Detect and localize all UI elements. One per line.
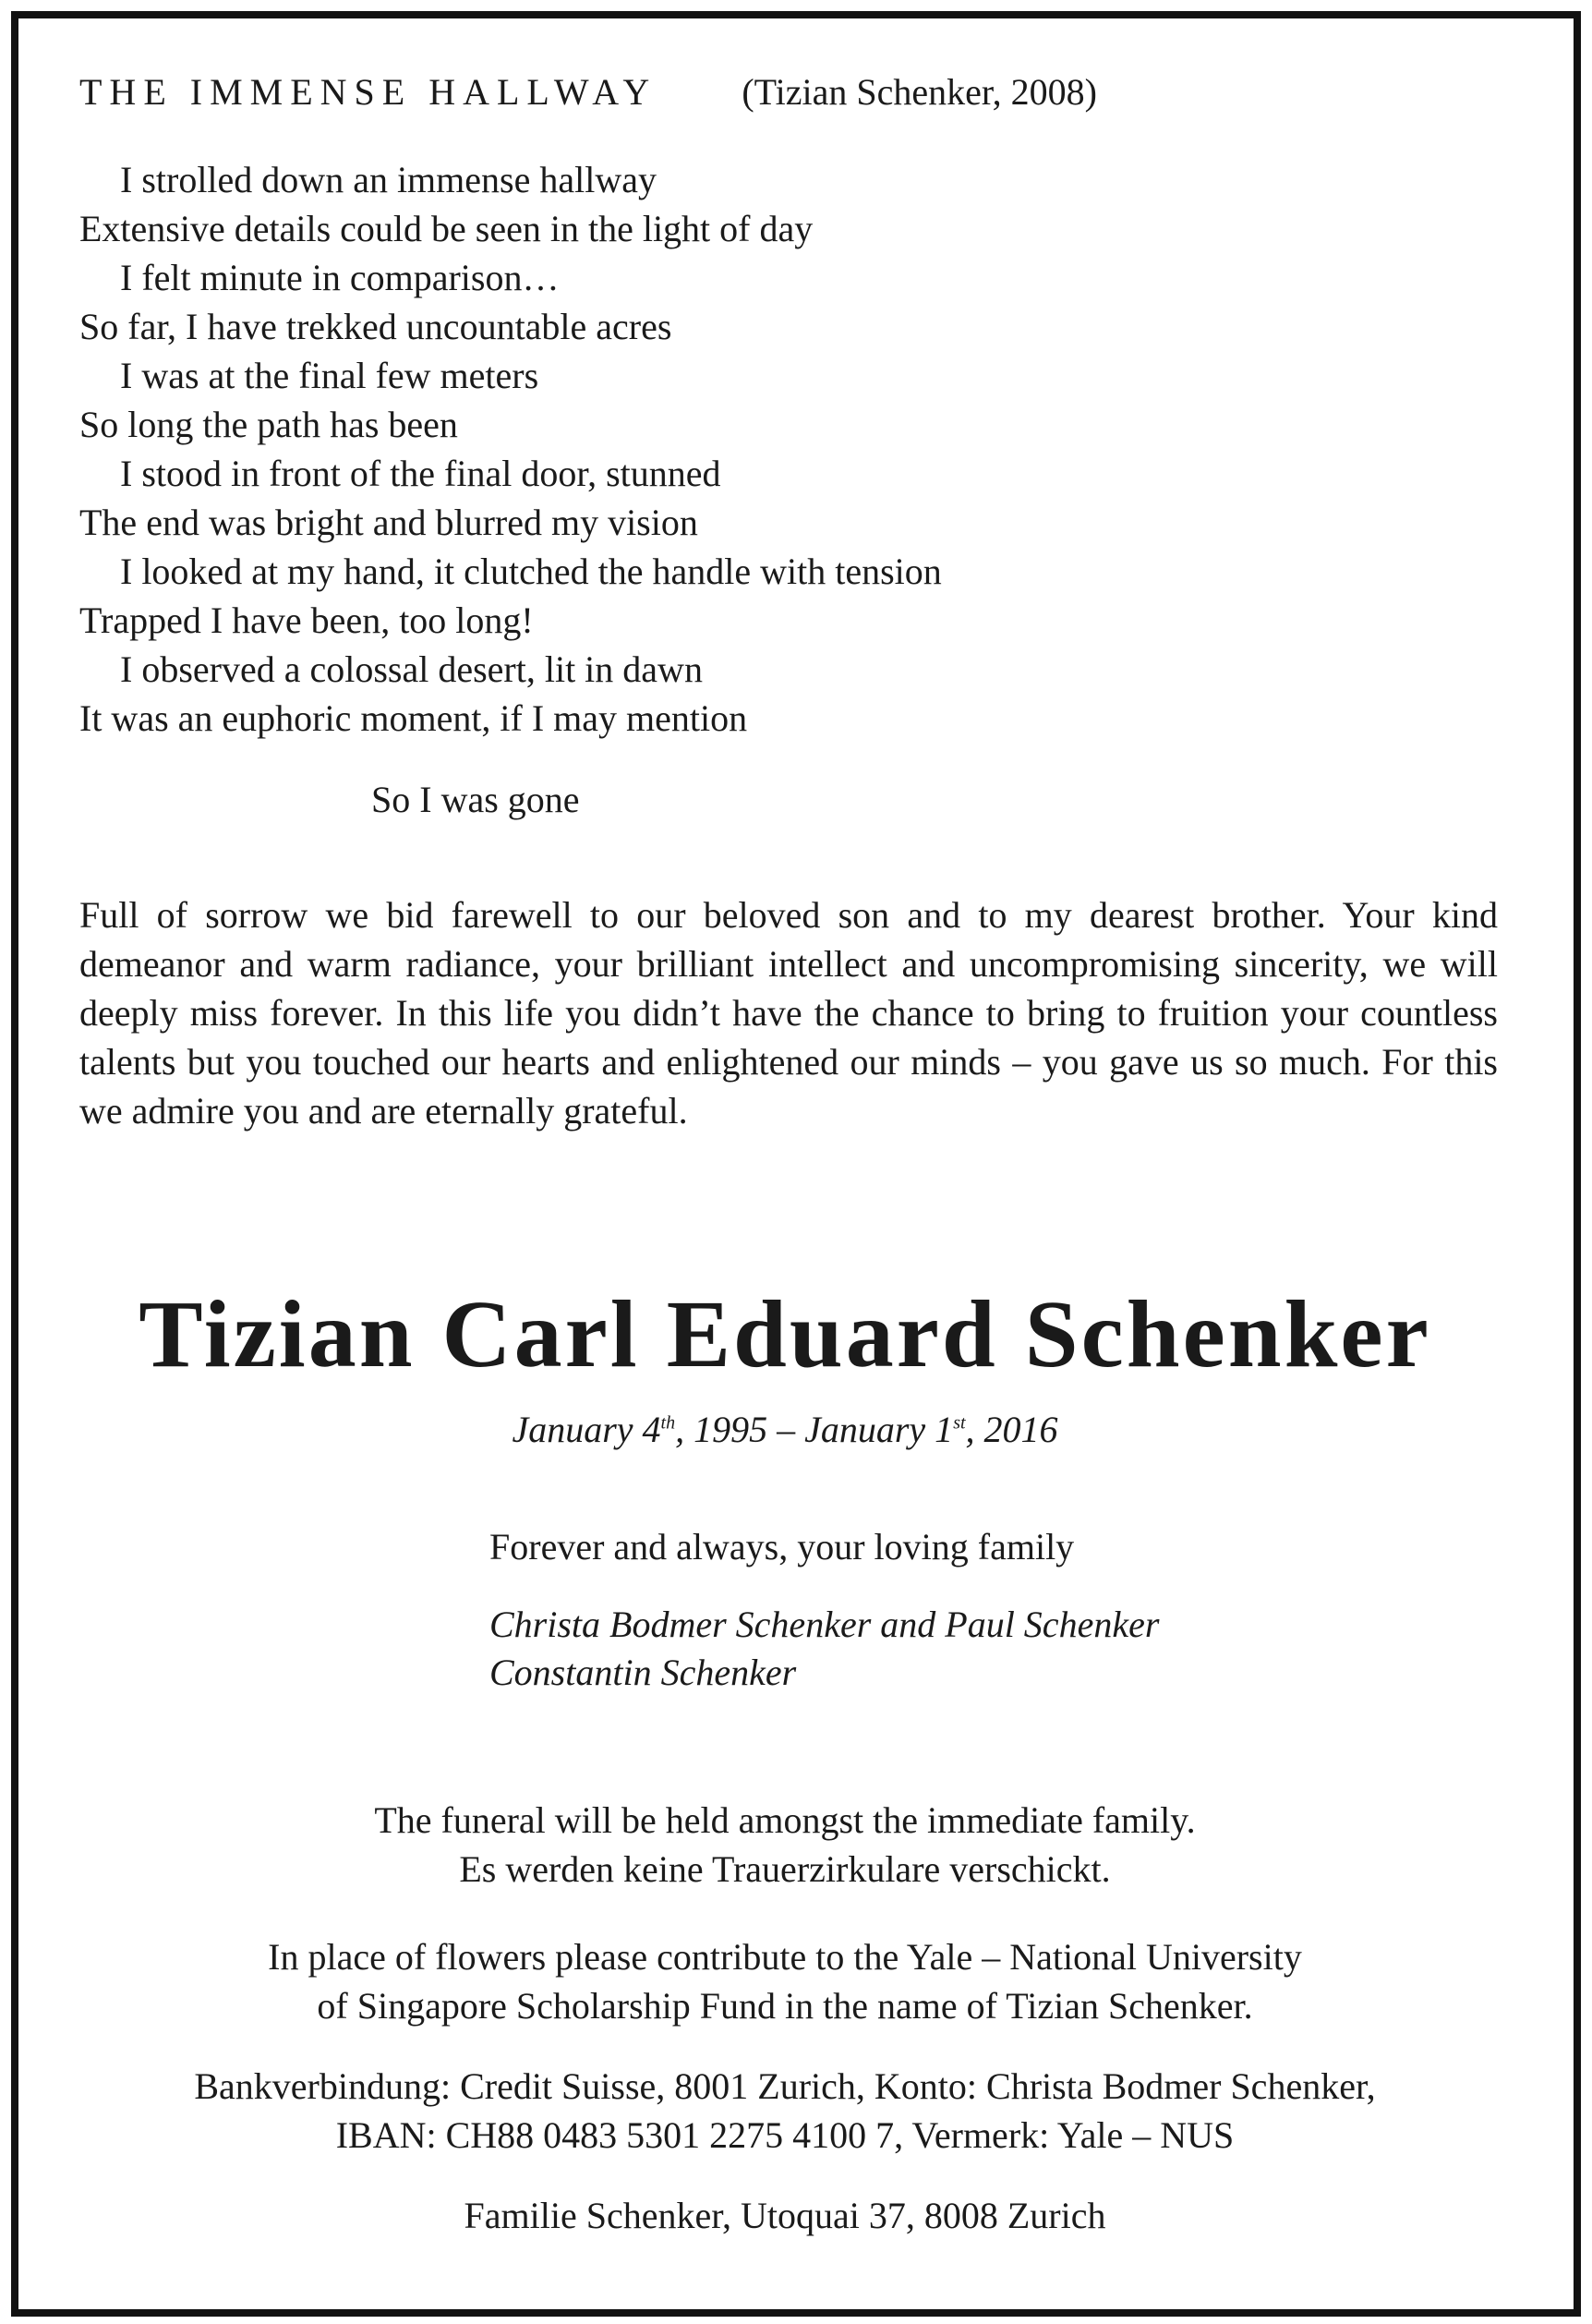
poem-line: I looked at my hand, it clutched the handle with tension bbox=[120, 551, 942, 592]
family-signers bbox=[489, 1601, 1159, 1697]
birth-year: , 1995 – bbox=[675, 1409, 805, 1450]
poem-attribution: (Tizian Schenker, 2008) bbox=[742, 71, 1097, 113]
funeral-line: The funeral will be held amongst the immediate family. bbox=[374, 1799, 1196, 1841]
tribute-paragraph: Full of sorrow we bid farewell to our beloved son and to my dearest brother. Your kind demeanor and warm radiance, your brilliant intellect and uncompromising sincerity, we will deeply miss forever. In this life you didn’t have the chance to bring to fruition your countless talents but you touched our hearts and enlightened our minds – you gave us so much. For this we admire you and are eternally grateful. bbox=[79, 894, 1498, 1132]
poem-line: The end was bright and blurred my vision bbox=[79, 502, 698, 543]
deceased-name: Tizian Carl Eduard Schenker bbox=[139, 1281, 1431, 1387]
death-year: , 2016 bbox=[965, 1409, 1058, 1450]
death-month-day: January 1 bbox=[804, 1409, 954, 1450]
life-dates bbox=[0, 1406, 1570, 1454]
poem-line: Extensive details could be seen in the light of day bbox=[79, 208, 814, 249]
poem-line: So long the path has been bbox=[79, 404, 458, 445]
poem-header bbox=[79, 70, 1097, 115]
bank-line: Bankverbindung: Credit Suisse, 8001 Zurich, Konto: Christa Bodmer Schenker, bbox=[194, 2065, 1376, 2107]
poem-line: Trapped I have been, too long! bbox=[79, 599, 534, 641]
family-address: Familie Schenker, Utoquai 37, 8008 Zurich bbox=[464, 2195, 1106, 2236]
death-ordinal-suffix: st bbox=[953, 1412, 966, 1434]
donation-line: of Singapore Scholarship Fund in the name of Tizian Schenker. bbox=[317, 1985, 1253, 2027]
poem-line: I strolled down an immense hallway bbox=[120, 159, 657, 200]
poem-line: I felt minute in comparison… bbox=[120, 257, 560, 298]
birth-month-day: January 4 bbox=[512, 1409, 661, 1450]
poem-lines bbox=[79, 155, 942, 743]
donation-notice bbox=[0, 1932, 1570, 2030]
poem-title: THE IMMENSE HALLWAY bbox=[79, 71, 657, 113]
signer-line: Constantin Schenker bbox=[489, 1652, 797, 1693]
family-farewell: Forever and always, your loving family bbox=[489, 1526, 1075, 1567]
signer-line: Christa Bodmer Schenker and Paul Schenker bbox=[489, 1604, 1160, 1645]
donation-line: In place of flowers please contribute to the Yale – National University bbox=[268, 1936, 1302, 1978]
bank-details bbox=[0, 2062, 1570, 2160]
poem-line: It was an euphoric moment, if I may mention bbox=[79, 697, 748, 739]
poem-line: I observed a colossal desert, lit in dawn bbox=[120, 648, 703, 690]
bank-line: IBAN: CH88 0483 5301 2275 4100 7, Vermerk: Yale – NUS bbox=[335, 2114, 1235, 2156]
poem-line: I was at the final few meters bbox=[120, 355, 539, 396]
poem-line: I stood in front of the final door, stunned bbox=[120, 453, 721, 494]
poem-line: So far, I have trekked uncountable acres bbox=[79, 306, 672, 347]
birth-ordinal-suffix: th bbox=[660, 1412, 676, 1434]
funeral-notice bbox=[0, 1796, 1570, 1894]
poem-closing-line: So I was gone bbox=[371, 779, 580, 820]
funeral-line: Es werden keine Trauerzirkulare verschickt. bbox=[459, 1848, 1111, 1890]
